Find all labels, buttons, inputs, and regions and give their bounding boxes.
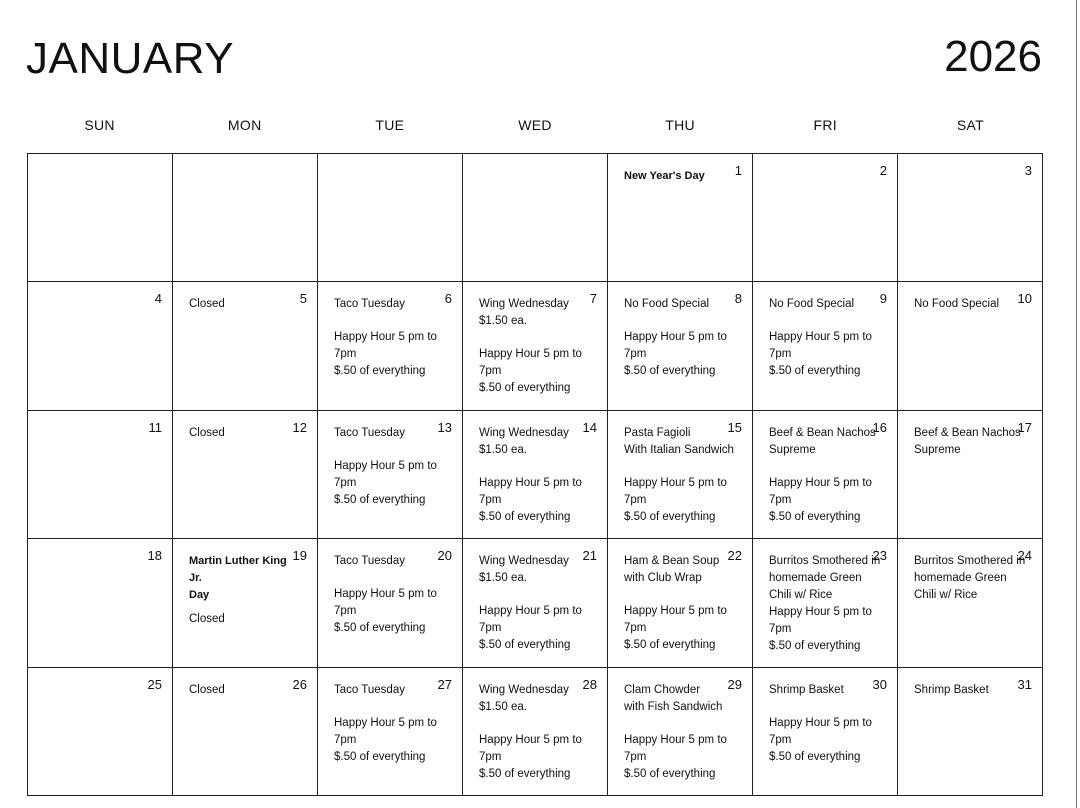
calendar-day-cell — [608, 282, 753, 410]
day-events — [769, 553, 881, 655]
day-number: 12 — [292, 419, 307, 435]
event-line: Shrimp Basket — [769, 683, 844, 696]
event-line: No Food Special — [624, 298, 710, 311]
day-events — [769, 682, 881, 766]
event-line: Happy Hour 5 pm to — [769, 476, 872, 489]
page-edge-line — [1076, 0, 1077, 808]
day-number: 20 — [437, 548, 452, 564]
weekday-sun: SUN — [84, 117, 115, 133]
calendar-day-cell — [28, 411, 173, 539]
event-line: 7pm — [769, 623, 792, 636]
day-number: 30 — [872, 676, 887, 692]
weekday-tue: TUE — [375, 117, 405, 133]
day-events — [914, 682, 1026, 699]
event-line: Happy Hour 5 pm to — [334, 459, 437, 472]
line-spacer — [479, 330, 591, 346]
event-line: Happy Hour 5 pm to — [769, 716, 872, 729]
event-line: Day — [189, 589, 210, 602]
event-line: Happy Hour 5 pm to — [334, 716, 437, 729]
calendar-day-cell — [608, 411, 753, 539]
day-number: 21 — [582, 548, 597, 564]
day-number: 4 — [154, 291, 162, 307]
calendar-day-cell — [318, 154, 463, 282]
event-line: 7pm — [334, 476, 357, 489]
event-line: Happy Hour 5 pm to — [479, 476, 582, 489]
day-events — [479, 425, 591, 526]
day-number: 1 — [734, 163, 742, 178]
event-line: Wing Wednesday — [479, 683, 569, 696]
day-events — [914, 553, 1026, 604]
day-events — [624, 425, 736, 526]
event-line: New Year's Day — [624, 170, 705, 182]
event-line: $.50 of everything — [479, 767, 571, 780]
day-number: 23 — [872, 548, 887, 564]
event-line: $.50 of everything — [624, 365, 716, 378]
day-number: 11 — [148, 419, 162, 435]
day-events — [624, 296, 736, 380]
day-number: 27 — [437, 676, 452, 692]
day-events — [334, 296, 446, 380]
day-number: 10 — [1017, 291, 1032, 307]
event-line: $.50 of everything — [624, 767, 716, 780]
event-line: No Food Special — [914, 298, 1000, 311]
event-line: With Italian Sandwich — [624, 443, 734, 456]
line-spacer — [624, 313, 736, 329]
event-line — [189, 604, 301, 611]
day-number: 31 — [1017, 676, 1032, 692]
calendar-day-cell — [753, 154, 898, 282]
event-line: 7pm — [334, 605, 357, 618]
event-line: $.50 of everything — [334, 493, 426, 506]
event-line: Ham & Bean Soup — [624, 555, 720, 568]
calendar-day-cell — [28, 282, 173, 410]
event-line: $.50 of everything — [769, 510, 861, 523]
calendar-day-cell — [898, 154, 1043, 282]
day-events — [334, 682, 446, 766]
event-line: $1.50 ea. — [479, 572, 527, 585]
calendar-day-cell — [898, 282, 1043, 410]
calendar-day-cell — [173, 154, 318, 282]
event-line: $.50 of everything — [479, 510, 571, 523]
day-number: 24 — [1017, 548, 1032, 564]
event-line: 7pm — [624, 348, 647, 361]
event-line: Burritos Smothered in — [914, 555, 1026, 568]
day-number: 19 — [292, 548, 307, 564]
event-line: Chili w/ Rice — [914, 589, 978, 602]
day-events — [189, 553, 301, 628]
day-number: 28 — [582, 676, 597, 692]
day-events — [769, 296, 881, 380]
event-line: Closed — [189, 683, 225, 696]
event-line: Beef & Bean Nachos — [769, 426, 876, 439]
weekday-mon: MON — [227, 117, 262, 133]
line-spacer — [334, 570, 446, 586]
year-title: 2026 — [944, 32, 1042, 81]
event-line: Taco Tuesday — [334, 683, 405, 696]
day-events — [189, 682, 301, 699]
calendar-day-cell — [173, 411, 318, 539]
calendar-day-cell — [28, 668, 173, 796]
day-events — [624, 682, 736, 783]
event-line: Wing Wednesday — [479, 555, 569, 568]
day-events — [769, 425, 881, 526]
calendar-day-cell — [463, 668, 608, 796]
day-number: 15 — [727, 419, 742, 435]
event-line: Happy Hour 5 pm to — [479, 348, 582, 361]
event-line: Happy Hour 5 pm to — [624, 605, 727, 618]
event-line: Martin Luther King Jr. — [189, 555, 287, 585]
weekday-sat: SAT — [956, 117, 984, 133]
calendar-day-cell — [753, 282, 898, 410]
line-spacer — [624, 587, 736, 603]
line-spacer — [624, 716, 736, 732]
calendar-day-cell — [898, 668, 1043, 796]
line-spacer — [769, 699, 881, 715]
event-line: $.50 of everything — [769, 365, 861, 378]
event-line: 7pm — [479, 365, 502, 378]
day-events — [624, 168, 736, 185]
line-spacer — [624, 459, 736, 475]
day-events — [189, 296, 301, 313]
line-spacer — [334, 442, 446, 458]
calendar-day-cell — [753, 668, 898, 796]
event-line: Burritos Smothered in — [769, 555, 881, 568]
event-line: $1.50 ea. — [479, 700, 527, 713]
event-line: Happy Hour 5 pm to — [624, 476, 727, 489]
event-line: 7pm — [334, 733, 357, 746]
event-line: Happy Hour 5 pm to — [334, 331, 437, 344]
event-line: 7pm — [769, 348, 792, 361]
event-line: $1.50 ea. — [479, 443, 527, 456]
day-events — [189, 425, 301, 442]
event-line: Beef & Bean Nachos — [914, 426, 1021, 439]
day-number: 16 — [872, 419, 887, 435]
day-number: 25 — [147, 676, 162, 692]
event-line: Taco Tuesday — [334, 555, 405, 568]
calendar-day-cell — [173, 539, 318, 667]
day-number: 22 — [727, 548, 742, 564]
day-number: 6 — [444, 291, 452, 307]
calendar-day-cell — [173, 668, 318, 796]
calendar-day-cell — [463, 282, 608, 410]
event-line: Wing Wednesday — [479, 298, 569, 311]
calendar-day-cell — [753, 411, 898, 539]
day-events — [914, 425, 1026, 459]
calendar-day-cell — [28, 154, 173, 282]
calendar-day-cell — [173, 282, 318, 410]
event-line: 7pm — [334, 348, 357, 361]
event-line: Supreme — [769, 443, 816, 456]
calendar-day-cell — [318, 282, 463, 410]
event-line: 7pm — [624, 750, 647, 763]
calendar-day-cell — [28, 539, 173, 667]
calendar-day-cell — [898, 411, 1043, 539]
day-events — [914, 296, 1026, 313]
day-events — [334, 553, 446, 637]
day-number: 2 — [879, 163, 887, 178]
day-number: 8 — [734, 291, 742, 307]
day-number: 26 — [292, 676, 307, 692]
event-line: 7pm — [479, 622, 502, 635]
line-spacer — [479, 716, 591, 732]
event-line: Happy Hour 5 pm to — [624, 733, 727, 746]
event-line: Happy Hour 5 pm to — [769, 606, 872, 619]
day-number: 17 — [1017, 419, 1032, 435]
day-events — [479, 682, 591, 783]
line-spacer — [479, 459, 591, 475]
event-line: $.50 of everything — [769, 750, 861, 763]
event-line: Supreme — [914, 443, 961, 456]
event-line: No Food Special — [769, 298, 855, 311]
event-line: $1.50 ea. — [479, 315, 527, 328]
event-line: 7pm — [769, 733, 792, 746]
event-line: 7pm — [479, 750, 502, 763]
line-spacer — [334, 313, 446, 329]
event-line: Closed — [189, 298, 225, 311]
line-spacer — [479, 587, 591, 603]
day-number: 29 — [727, 676, 742, 692]
day-number: 5 — [299, 291, 307, 307]
event-line: $.50 of everything — [479, 639, 571, 652]
calendar-day-cell — [608, 668, 753, 796]
calendar-day-cell — [318, 411, 463, 539]
event-line: Closed — [189, 426, 225, 439]
calendar-day-cell — [318, 539, 463, 667]
event-line: $.50 of everything — [624, 510, 716, 523]
event-line: $.50 of everything — [769, 640, 861, 653]
event-line: Happy Hour 5 pm to — [479, 605, 582, 618]
event-line: Clam Chowder — [624, 683, 701, 696]
event-line: Taco Tuesday — [334, 426, 405, 439]
day-events — [479, 296, 591, 397]
line-spacer — [769, 459, 881, 475]
event-line: homemade Green — [769, 572, 862, 585]
event-line: Chili w/ Rice — [769, 589, 833, 602]
calendar-day-cell — [898, 539, 1043, 667]
event-line: Happy Hour 5 pm to — [334, 588, 437, 601]
day-number: 9 — [879, 291, 887, 307]
day-number: 13 — [437, 419, 452, 435]
calendar-day-cell — [608, 154, 753, 282]
calendar-grid — [27, 153, 1043, 796]
month-title: JANUARY — [26, 34, 235, 83]
calendar-day-cell — [753, 539, 898, 667]
weekday-fri: FRI — [813, 117, 837, 133]
event-line: $.50 of everything — [479, 382, 571, 395]
event-line: Taco Tuesday — [334, 298, 405, 311]
event-line: 7pm — [624, 493, 647, 506]
line-spacer — [769, 313, 881, 329]
day-events — [334, 425, 446, 509]
calendar-day-cell — [318, 668, 463, 796]
event-line: 7pm — [624, 622, 647, 635]
weekday-thu: THU — [665, 117, 695, 133]
event-line: 7pm — [769, 493, 792, 506]
event-line: with Fish Sandwich — [624, 700, 723, 713]
calendar-day-cell — [463, 154, 608, 282]
day-number: 18 — [147, 548, 162, 564]
day-number: 14 — [582, 419, 597, 435]
line-spacer — [334, 699, 446, 715]
event-line: homemade Green — [914, 572, 1007, 585]
event-line: 7pm — [479, 493, 502, 506]
day-number: 3 — [1024, 163, 1032, 178]
event-line: Happy Hour 5 pm to — [479, 733, 582, 746]
event-line: Pasta Fagioli — [624, 426, 691, 439]
event-line: $.50 of everything — [624, 639, 716, 652]
event-line: with Club Wrap — [624, 572, 702, 585]
event-line: Wing Wednesday — [479, 426, 569, 439]
calendar-day-cell — [608, 539, 753, 667]
day-events — [479, 553, 591, 654]
day-number: 7 — [589, 291, 597, 307]
event-line: Shrimp Basket — [914, 683, 989, 696]
weekday-wed: WED — [518, 117, 552, 133]
event-line: $.50 of everything — [334, 622, 426, 635]
event-line: Happy Hour 5 pm to — [624, 331, 727, 344]
day-events — [624, 553, 736, 654]
calendar-day-cell — [463, 539, 608, 667]
event-line: Happy Hour 5 pm to — [769, 331, 872, 344]
event-line: $.50 of everything — [334, 365, 426, 378]
event-line: Closed — [189, 613, 225, 626]
calendar-day-cell — [463, 411, 608, 539]
weekday-header-row — [27, 117, 1043, 133]
event-line: $.50 of everything — [334, 750, 426, 763]
